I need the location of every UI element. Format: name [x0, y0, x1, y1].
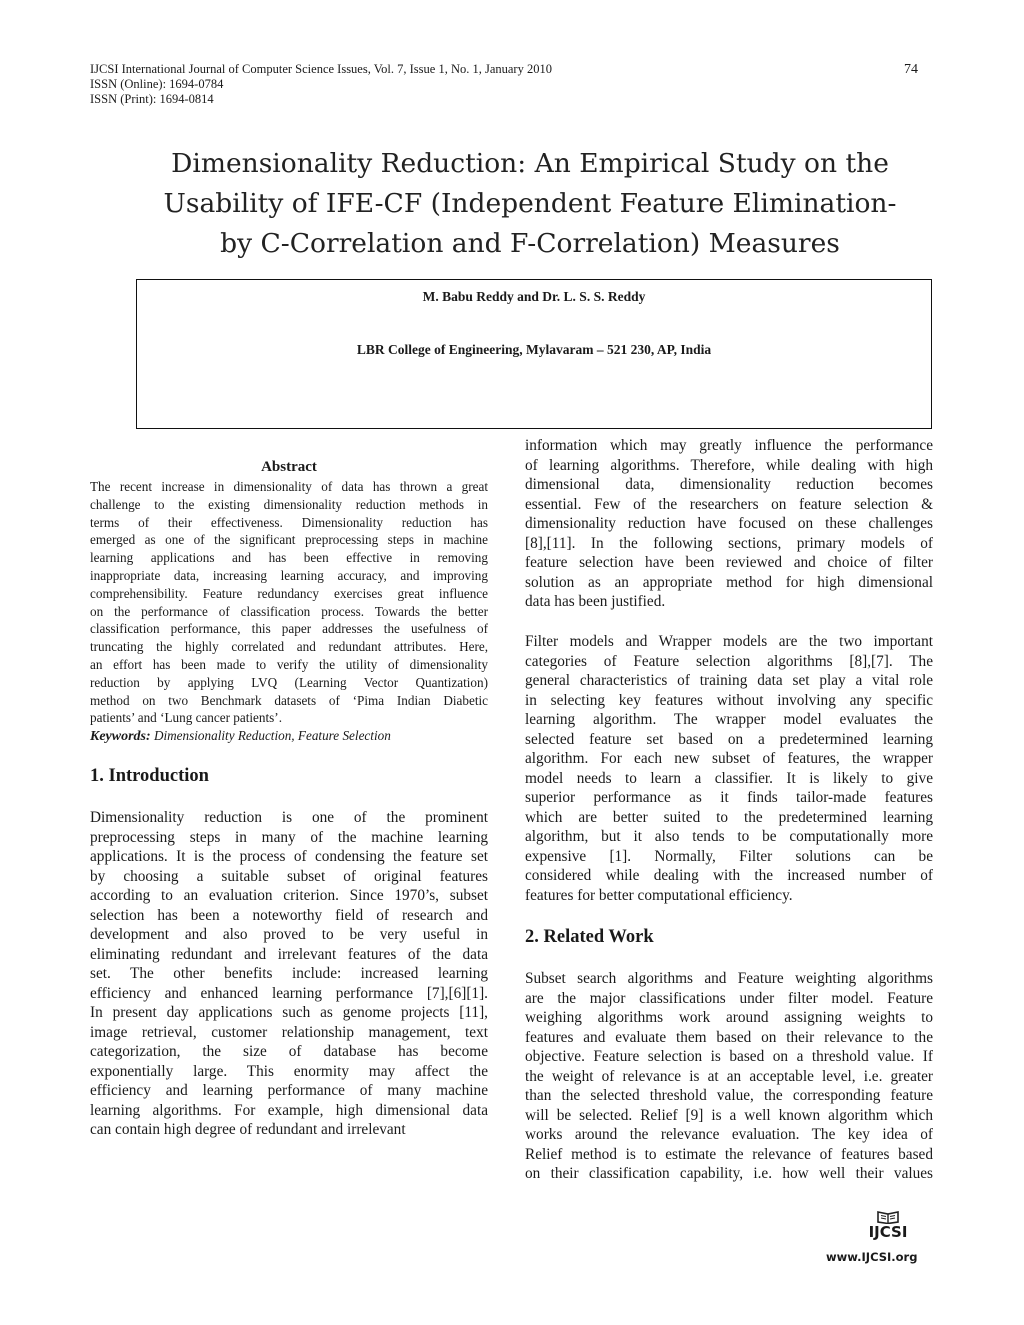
body-line: the weight of relevance is at an acceptable level, i.e. greater: [525, 1067, 933, 1085]
logo-text: IJCSI: [868, 1223, 908, 1241]
body-line: general characteristics of training data set play a vital role: [525, 672, 933, 689]
intro-line: efficiency and enhanced learning performance [7],[6][1].: [90, 984, 488, 1002]
abstract-line: an effort has been made to verify the utility of dimensionality: [90, 656, 488, 672]
intro-line: In present day applications such as genome projects [11],: [90, 1004, 488, 1021]
body-line: works around the relevance evaluation. The key idea of: [525, 1126, 933, 1143]
keywords-text: Dimensionality Reduction, Feature Selection: [153, 728, 391, 743]
issn-print: ISSN (Print): 1694-0814: [90, 92, 214, 106]
title-line: Dimensionality Reduction: An Empirical Study on the: [171, 148, 889, 179]
body-line: are the major classifications under filter model. Feature: [525, 989, 933, 1007]
body-line: [8],[11]. In the following sections, primary models of: [525, 534, 933, 552]
introduction-heading: 1. Introduction: [90, 766, 209, 786]
body-line: Filter models and Wrapper models are the two important: [525, 633, 933, 650]
body-line: Subset search algorithms and Feature weighting algorithms: [525, 970, 933, 987]
abstract-line: inappropriate data, increasing learning accuracy, and improving: [90, 567, 488, 583]
body-line: superior performance as it finds tailor-made features: [525, 789, 933, 806]
intro-line: Dimensionality reduction is one of the prominent: [90, 809, 488, 826]
keywords: [90, 728, 488, 745]
book-icon: [876, 1210, 900, 1224]
abstract-line: method on two Benchmark datasets of ‘Pima Indian Diabetic: [90, 692, 488, 708]
abstract-line: reduction by applying LVQ (Learning Vector Quantization): [90, 674, 488, 690]
body-line: in selecting key features without involving any specific: [525, 691, 933, 709]
intro-line: can contain high degree of redundant and irrelevant: [90, 1121, 406, 1138]
right-para-1: [525, 436, 933, 612]
author-box: [136, 279, 932, 429]
abstract-line: on the performance of classification process. Towards the better: [90, 603, 488, 619]
abstract-line: patients’ and ‘Lung cancer patients’.: [90, 710, 282, 726]
journal-header: IJCSI International Journal of Computer Science Issues, Vol. 7, Issue 1, No. 1, January 2010: [90, 62, 552, 76]
intro-line: applications. It is the process of condensing the feature set: [90, 848, 488, 865]
keywords-label: Keywords:: [90, 729, 151, 744]
body-line: Relief method is to estimate the relevance of features based: [525, 1145, 933, 1163]
body-line: solution as an appropriate method for high dimensional: [525, 573, 933, 591]
body-line: dimensionality reduction have focused on these challenges: [525, 515, 933, 532]
body-line: features and evaluate them based on their relevance to the: [525, 1028, 933, 1046]
intro-line: according to an evaluation criterion. Since 1970’s, subset: [90, 887, 488, 904]
body-line: information which may greatly influence the performance: [525, 437, 933, 454]
body-line: objective. Feature selection is based on a threshold value. If: [525, 1048, 933, 1065]
paper-title: [100, 144, 960, 264]
intro-line: eliminating redundant and irrelevant features of the data: [90, 945, 488, 963]
abstract-line: challenge to the existing dimensionality reduction methods in: [90, 496, 488, 512]
body-line: algorithm. For each new subset of features, the wrapper: [525, 750, 933, 767]
authors: M. Babu Reddy and Dr. L. S. S. Reddy: [422, 289, 646, 304]
body-line: categories of Feature selection algorithms [8],[7]. The: [525, 652, 933, 670]
intro-line: exponentially large. This enormity may affect the: [90, 1062, 488, 1080]
body-line: expensive [1]. Normally, Filter solutions can be: [525, 847, 933, 865]
intro-line: preprocessing steps in many of the machine learning: [90, 828, 488, 846]
right-para-3: [525, 969, 933, 1184]
body-line: considered while dealing with the increased number of: [525, 867, 933, 884]
abstract-body: [90, 478, 488, 727]
introduction-body: [90, 808, 488, 1140]
abstract-line: The recent increase in dimensionality of data has thrown a great: [90, 479, 488, 494]
intro-line: set. The other benefits include: increased learning: [90, 965, 488, 982]
intro-line: efficiency and learning performance of many machine: [90, 1082, 488, 1099]
body-line: feature selection have been reviewed and choice of filter: [525, 554, 933, 571]
intro-line: by choosing a suitable subset of original features: [90, 867, 488, 885]
body-line: than the selected threshold value, the corresponding feature: [525, 1087, 933, 1104]
abstract-heading: Abstract: [261, 459, 317, 475]
body-line: which are better suited to the predetermined learning: [525, 808, 933, 826]
body-line: of learning algorithms. Therefore, while dealing with high: [525, 456, 933, 474]
intro-line: selection has been a noteworthy field of research and: [90, 906, 488, 924]
right-para-2: [525, 632, 933, 905]
intro-line: categorization, the size of database has become: [90, 1043, 488, 1060]
abstract-line: truncating the highly correlated and redundant attributes. Here,: [90, 639, 488, 655]
page-number: 74: [904, 62, 918, 77]
website-url: www.IJCSI.org: [826, 1250, 918, 1264]
affiliation: LBR College of Engineering, Mylavaram – 521 230, AP, India: [356, 342, 712, 357]
title-line: by C-Correlation and F-Correlation) Measures: [220, 228, 840, 259]
body-line: features for better computational efficiency.: [525, 886, 793, 904]
ijcsi-logo: [848, 1210, 928, 1240]
body-line: dimensional data, dimensionality reduction becomes: [525, 476, 933, 493]
body-line: data has been justified.: [525, 593, 666, 610]
body-line: essential. Few of the researchers on feature selection &: [525, 495, 933, 513]
abstract-line: emerged as one of the significant preprocessing steps in machine: [90, 532, 488, 548]
related-work-heading: 2. Related Work: [525, 927, 654, 947]
abstract-line: learning applications and has been effective in removing: [90, 550, 488, 566]
body-line: on their classification capability, i.e. how well their values: [525, 1165, 933, 1182]
issn-online: ISSN (Online): 1694-0784: [90, 77, 224, 91]
abstract-line: comprehensibility. Feature redundancy exercises great influence: [90, 585, 488, 601]
abstract-line: classification performance, this paper addresses the usefulness of: [90, 621, 488, 637]
body-line: weighing algorithms work around assigning weights to: [525, 1009, 933, 1026]
body-line: selected feature set based on a predetermined learning: [525, 730, 933, 748]
abstract-line: terms of their effectiveness. Dimensionality reduction has: [90, 514, 488, 530]
body-line: learning algorithm. The wrapper model evaluates the: [525, 711, 933, 728]
intro-line: development and also proved to be very useful in: [90, 926, 488, 943]
intro-line: image retrieval, customer relationship management, text: [90, 1023, 488, 1041]
body-line: algorithm, but it also tends to be computationally more: [525, 828, 933, 845]
body-line: will be selected. Relief [9] is a well known algorithm which: [525, 1106, 933, 1124]
intro-line: learning algorithms. For example, high dimensional data: [90, 1101, 488, 1119]
body-line: model needs to learn a classifier. It is likely to give: [525, 769, 933, 787]
title-line: Usability of IFE-CF (Independent Feature Elimination-: [163, 188, 897, 219]
